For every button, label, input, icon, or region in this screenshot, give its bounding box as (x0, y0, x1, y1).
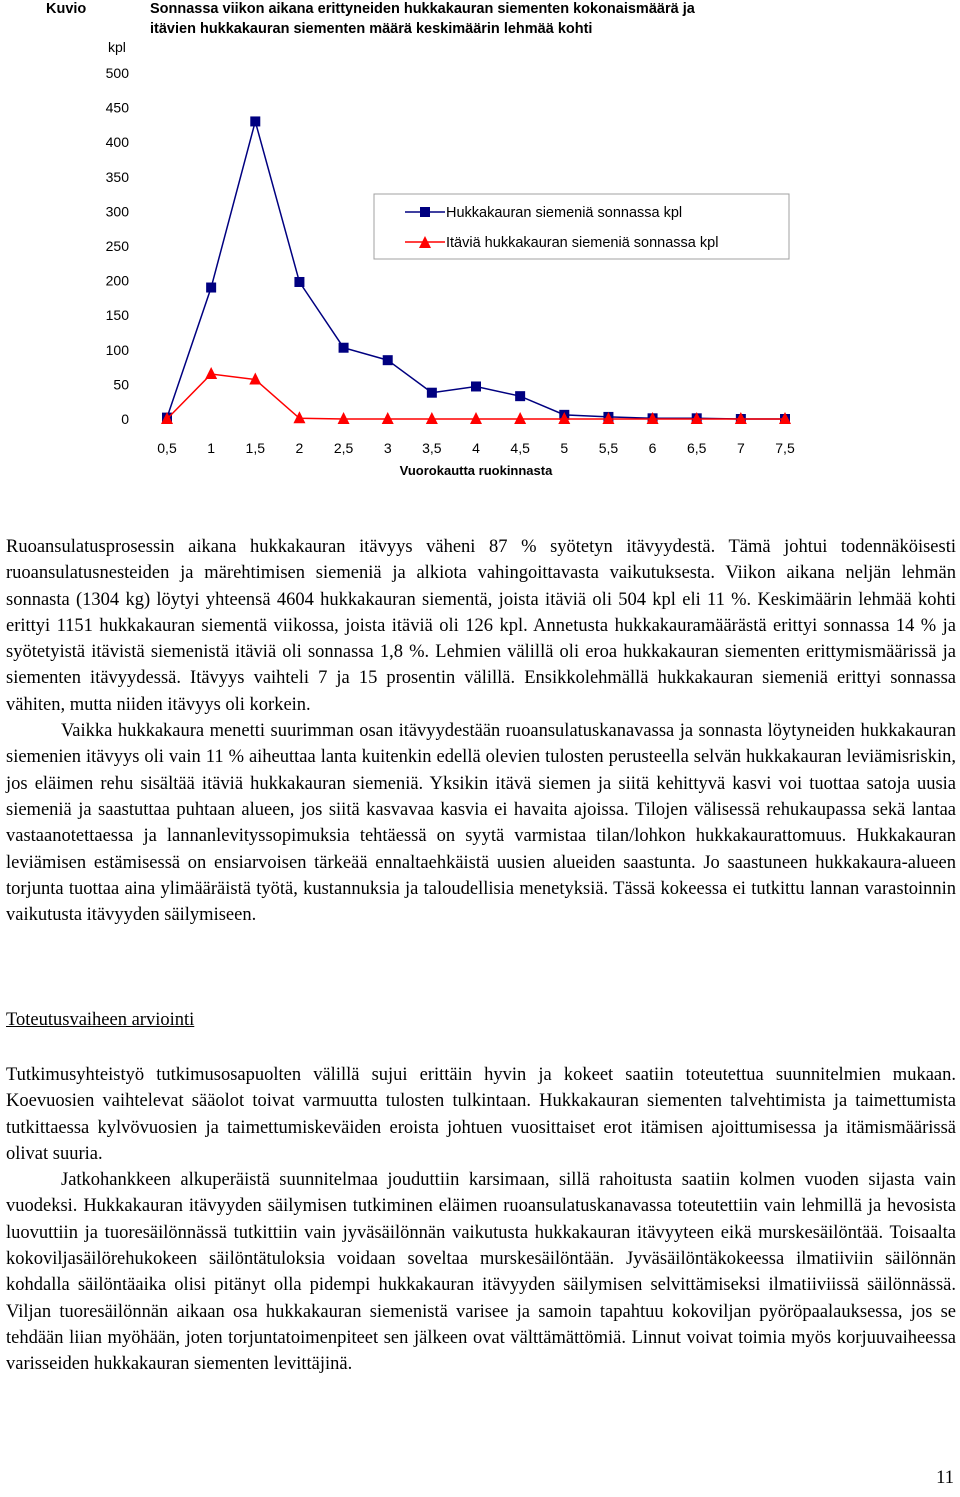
series-2-point (293, 411, 305, 423)
series-1-point (383, 355, 393, 365)
paragraph-1: Ruoansulatusprosessin aikana hukkakauran itävyys väheni 87 % syötetyn itävyydestä. Tämä johtui todennäköisesti ruoansulatusnesteiden ja märehtimisen siemeniä ja alkiota vahingoittavasta vaikutuksesta. Viikon aikana neljän lehmän sonnasta (1304 kg) löytyi yhteensä 4604 hukkakauran siementä, joista itäviä oli 504 kpl eli 11 %. Keskimäärin lehmää kohti erittyi 1151 hukkakauran siementä viikossa, joista itäviä oli 126 kpl. Annetusta hukkakauramäärästä erittyi sonnassa 14 % ja syötetyistä itävistä siemenistä itäviä oli sonnassa 1,8 %. Lehmien välillä oli eroa hukkakauran siementen erittymismäärissä ja siementen itävyydessä. Itävyys vaihteli 7 ja 15 prosentin välillä. Ensikkolehmällä hukkakauran siemeniä erittyi sonnassa vähiten, mutta niiden itävyys oli korkein. (6, 537, 956, 715)
series-2-point (338, 412, 350, 424)
paragraph-2: Vaikka hukkakaura menetti suurimman osan itävyydestään ruoansulatuskanavassa ja sonnasta löytyneiden hukkakauran siemenien itävyys oli vain 11 % aiheuttaa lanta kuitenkin edellä olevien tulosten perusteella selvän hukkakauran leviämisriskin, jos eläimen rehu sisältää itäviä hukkakauran siemeniä. Yksikin itävä siemen ja siitä kehittyvä kasvi voi tuottaa satoja uusia siemeniä ja saastuttaa puhtaan alueen, jos siitä kasvavaa kasvia ei havaita ajoissa. Tilojen välisessä rehukaupassa sekä lantaa vastaanotettaessa ja lannanlevityssopimuksia tehtäessä on syytä varmistaa tilan/lohkon hukkakaurattomuus. Hukkakauran leviämisen estämisessä on ensiarvoisen tärkeää ennaltaehkäistä uusien alueiden saastunta. Jo saastuneen hukkakaura-alueen torjunta tuottaa aina ylimääräistä työtä, kustannuksia ja taloudellisia menetyksiä. Tässä kokeessa ei tutkittu lannan varastoinnin vaikutusta itävyyden säilymiseen. (6, 721, 956, 926)
series-1-point (515, 391, 525, 401)
x-tick-label: 3 (383, 440, 392, 456)
series-1-point (339, 343, 349, 353)
legend (374, 194, 789, 259)
page-number: 11 (936, 1468, 954, 1488)
series-2-point (205, 367, 217, 379)
x-tick-label: 3,5 (422, 440, 442, 456)
legend-label-series-1: Hukkakauran siemeniä sonnassa kpl (446, 205, 683, 221)
series-2-point (514, 412, 526, 424)
y-tick-label: 450 (105, 99, 129, 116)
y-tick-label: 50 (113, 376, 129, 393)
series-1-point (427, 388, 437, 398)
series-1-line (167, 121, 785, 419)
series-1-point (294, 277, 304, 287)
x-tick-label: 0,5 (157, 440, 177, 456)
x-axis-label: Vuorokautta ruokinnasta (399, 463, 553, 478)
x-tick-label: 1,5 (245, 440, 266, 456)
x-tick-label: 1 (207, 440, 216, 456)
y-tick-label: 300 (105, 203, 129, 220)
chart-title-line2: itävien hukkakauran siementen määrä keskimäärin lehmää kohti (150, 21, 593, 37)
chart (0, 0, 960, 500)
paragraph-4: Jatkohankkeen alkuperäistä suunnitelmaa jouduttiin karsimaan, sillä rahoitusta saatiin kolmen vuoden sijasta vain vuodeksi. Hukkakauran itävyyden säilymisen tutkiminen eläimen ruoansulatuskanavassa toteutettiin vain lehmillä ja hevosista luovuttiin ja tuoresäilönnässä tutkittiin vain jyväsäilönnän vaikutusta hukkakauran itävyyteen eikä murskesäilöntää. Toisaalta kokoviljasäilörehukokeen säilöntätuloksia voidaan soveltaa murskesäilöntään. Jyväsäilöntäkokeessa ilmatiiviin säilönnän kohdalla säilöntäaika olisi pitänyt olla pidempi hukkakauran itävyyden säilymisen selvittämiseksi ilmatiiviissä säilönnässä. Viljan tuoresäilönnän aikaan osa hukkakauran siemenistä varisee ja samoin tapahtuu kokoviljan pyöröpaalauksessa, jos se tehdään liian myöhään, joten torjuntatoimenpiteet sen jälkeen ovat välttämättömiä. Linnut voivat toimia myös korjuuvaiheessa varisseiden hukkakauran siementen levittäjinä. (6, 1170, 956, 1375)
y-axis-ticks (106, 65, 130, 427)
y-axis-label: kpl (108, 39, 126, 55)
x-tick-label: 2,5 (333, 440, 354, 456)
section-heading: Toteutusvaiheen arviointi (6, 1010, 195, 1030)
series-2-point (470, 412, 482, 424)
y-tick-label: 150 (105, 307, 129, 324)
x-tick-label: 7,5 (775, 440, 795, 456)
series-1-point (250, 116, 260, 126)
x-tick-label: 5,5 (598, 440, 619, 456)
legend-marker-series-1 (420, 207, 430, 217)
x-tick-label: 4 (472, 440, 480, 456)
x-axis-ticks (157, 440, 795, 456)
chart-title-line1: Sonnassa viikon aikana erittyneiden hukkakauran siementen kokonaismäärä ja (150, 1, 695, 17)
body-paragraphs-top (6, 534, 956, 928)
x-tick-label: 2 (295, 440, 304, 456)
series-1-point (471, 381, 481, 391)
series-2-point (426, 412, 438, 424)
legend-label-series-2: Itäviä hukkakauran siemeniä sonnassa kpl (446, 235, 719, 251)
y-tick-label: 400 (105, 134, 129, 151)
x-tick-label: 5 (560, 440, 569, 456)
y-tick-label: 500 (105, 65, 129, 81)
y-tick-label: 0 (121, 411, 129, 427)
series-layer (161, 116, 791, 424)
series-2-point (382, 412, 394, 424)
paragraph-3: Tutkimusyhteistyö tutkimusosapuolten välillä sujui erittäin hyvin ja kokeet saatiin toteutettua suunnitelmien mukaan. Koevuosien vaihtelevat sääolot toivat varmuutta tulosten tulkintaan. Hukkakauran siementen talvehtimista ja taimettumista tutkittaessa kylvövuosien ja taimettumiskeväiden eroista johtuen vuosittaiset erot itämisen ajoittumisessa ja itämismäärissä olivat suuria. (6, 1065, 956, 1164)
y-tick-label: 100 (105, 341, 129, 358)
body-paragraphs-bottom (6, 1062, 956, 1378)
x-tick-label: 6 (648, 440, 657, 456)
y-tick-label: 200 (105, 272, 129, 289)
y-tick-label: 350 (105, 168, 129, 185)
figure-label: Kuvio (46, 1, 87, 17)
y-tick-label: 250 (105, 238, 129, 254)
series-1-point (206, 283, 216, 293)
x-tick-label: 4,5 (510, 440, 530, 456)
x-tick-label: 6,5 (686, 440, 707, 456)
x-tick-label: 7 (736, 440, 745, 456)
